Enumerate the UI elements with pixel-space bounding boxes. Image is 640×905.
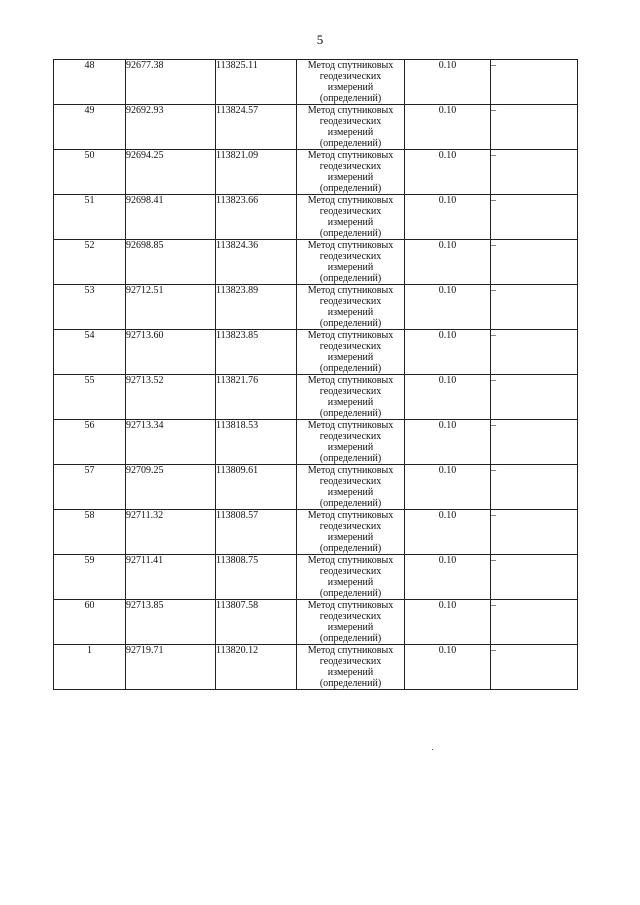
point-number-cell: 56 xyxy=(54,420,126,465)
accuracy-cell: 0.10 xyxy=(405,645,491,690)
method-text-line: геодезических xyxy=(319,206,382,217)
method-text-line: (определений) xyxy=(319,273,382,284)
accuracy-cell: 0.10 xyxy=(405,330,491,375)
accuracy-cell: 0.10 xyxy=(405,195,491,240)
point-number-cell: 53 xyxy=(54,285,126,330)
note-cell: – xyxy=(491,150,578,195)
method-text-line: измерений xyxy=(327,82,374,93)
method-text-line: (определений) xyxy=(319,453,382,464)
method-text-line: Метод спутниковых xyxy=(307,465,394,476)
scan-speck xyxy=(432,749,433,750)
coordinates-table xyxy=(53,59,578,690)
y-coordinate-cell: 113823.85 xyxy=(216,330,297,375)
y-coordinate-cell: 113808.75 xyxy=(216,555,297,600)
x-coordinate-cell: 92698.85 xyxy=(126,240,216,285)
method-cell xyxy=(297,420,405,465)
y-coordinate-cell: 113824.57 xyxy=(216,105,297,150)
note-cell: – xyxy=(491,105,578,150)
note-cell: – xyxy=(491,195,578,240)
method-cell xyxy=(297,240,405,285)
table-row xyxy=(54,60,578,105)
method-text-line: (определений) xyxy=(319,363,382,374)
note-cell: – xyxy=(491,555,578,600)
note-cell: – xyxy=(491,420,578,465)
accuracy-cell: 0.10 xyxy=(405,420,491,465)
x-coordinate-cell: 92712.51 xyxy=(126,285,216,330)
accuracy-cell: 0.10 xyxy=(405,555,491,600)
method-text-line: (определений) xyxy=(319,408,382,419)
point-number-cell: 52 xyxy=(54,240,126,285)
point-number-cell: 58 xyxy=(54,510,126,555)
x-coordinate-cell: 92713.52 xyxy=(126,375,216,420)
method-cell xyxy=(297,150,405,195)
method-text-line: Метод спутниковых xyxy=(307,555,394,566)
x-coordinate-cell: 92711.32 xyxy=(126,510,216,555)
method-text-line: Метод спутниковых xyxy=(307,330,394,341)
method-text-line: Метод спутниковых xyxy=(307,285,394,296)
table-row xyxy=(54,195,578,240)
method-text-line: (определений) xyxy=(319,498,382,509)
point-number-cell: 54 xyxy=(54,330,126,375)
y-coordinate-cell: 113820.12 xyxy=(216,645,297,690)
method-cell xyxy=(297,510,405,555)
point-number-cell: 48 xyxy=(54,60,126,105)
x-coordinate-cell: 92713.34 xyxy=(126,420,216,465)
method-text-line: (определений) xyxy=(319,678,382,689)
method-text-line: Метод спутниковых xyxy=(307,600,394,611)
method-text-line: Метод спутниковых xyxy=(307,240,394,251)
table-row xyxy=(54,105,578,150)
x-coordinate-cell: 92698.41 xyxy=(126,195,216,240)
method-text-line: измерений xyxy=(327,442,374,453)
method-cell xyxy=(297,105,405,150)
x-coordinate-cell: 92692.93 xyxy=(126,105,216,150)
table-row xyxy=(54,420,578,465)
x-coordinate-cell: 92709.25 xyxy=(126,465,216,510)
method-text-line: геодезических xyxy=(319,296,382,307)
method-text-line: измерений xyxy=(327,217,374,228)
note-cell: – xyxy=(491,285,578,330)
method-text-line: (определений) xyxy=(319,318,382,329)
method-text-line: измерений xyxy=(327,262,374,273)
table-row xyxy=(54,285,578,330)
method-cell xyxy=(297,600,405,645)
x-coordinate-cell: 92677.38 xyxy=(126,60,216,105)
y-coordinate-cell: 113807.58 xyxy=(216,600,297,645)
method-text-line: измерений xyxy=(327,622,374,633)
method-text-line: (определений) xyxy=(319,228,382,239)
method-text-line: Метод спутниковых xyxy=(307,195,394,206)
method-text-line: измерений xyxy=(327,532,374,543)
point-number-cell: 60 xyxy=(54,600,126,645)
method-text-line: измерений xyxy=(327,127,374,138)
x-coordinate-cell: 92711.41 xyxy=(126,555,216,600)
accuracy-cell: 0.10 xyxy=(405,465,491,510)
method-text-line: (определений) xyxy=(319,543,382,554)
page-number: 5 xyxy=(316,32,324,47)
method-text-line: геодезических xyxy=(319,341,382,352)
method-cell xyxy=(297,555,405,600)
method-cell xyxy=(297,195,405,240)
method-text-line: Метод спутниковых xyxy=(307,105,394,116)
y-coordinate-cell: 113809.61 xyxy=(216,465,297,510)
x-coordinate-cell: 92713.85 xyxy=(126,600,216,645)
method-text-line: геодезических xyxy=(319,431,382,442)
x-coordinate-cell: 92719.71 xyxy=(126,645,216,690)
y-coordinate-cell: 113825.11 xyxy=(216,60,297,105)
method-cell xyxy=(297,60,405,105)
method-text-line: измерений xyxy=(327,397,374,408)
method-text-line: Метод спутниковых xyxy=(307,645,394,656)
method-text-line: геодезических xyxy=(319,386,382,397)
method-text-line: геодезических xyxy=(319,161,382,172)
y-coordinate-cell: 113818.53 xyxy=(216,420,297,465)
y-coordinate-cell: 113808.57 xyxy=(216,510,297,555)
note-cell: – xyxy=(491,60,578,105)
accuracy-cell: 0.10 xyxy=(405,60,491,105)
point-number-cell: 49 xyxy=(54,105,126,150)
method-cell xyxy=(297,645,405,690)
method-cell xyxy=(297,330,405,375)
method-text-line: измерений xyxy=(327,352,374,363)
method-cell xyxy=(297,465,405,510)
method-text-line: Метод спутниковых xyxy=(307,510,394,521)
y-coordinate-cell: 113821.76 xyxy=(216,375,297,420)
method-text-line: (определений) xyxy=(319,183,382,194)
point-number-cell: 1 xyxy=(54,645,126,690)
point-number-cell: 57 xyxy=(54,465,126,510)
note-cell: – xyxy=(491,600,578,645)
note-cell: – xyxy=(491,510,578,555)
accuracy-cell: 0.10 xyxy=(405,600,491,645)
note-cell: – xyxy=(491,645,578,690)
method-cell xyxy=(297,375,405,420)
y-coordinate-cell: 113821.09 xyxy=(216,150,297,195)
note-cell: – xyxy=(491,465,578,510)
method-text-line: измерений xyxy=(327,667,374,678)
x-coordinate-cell: 92713.60 xyxy=(126,330,216,375)
accuracy-cell: 0.10 xyxy=(405,510,491,555)
table-row xyxy=(54,510,578,555)
method-text-line: геодезических xyxy=(319,476,382,487)
note-cell: – xyxy=(491,240,578,285)
table-row xyxy=(54,240,578,285)
table-row xyxy=(54,555,578,600)
table-row xyxy=(54,600,578,645)
y-coordinate-cell: 113823.66 xyxy=(216,195,297,240)
accuracy-cell: 0.10 xyxy=(405,105,491,150)
point-number-cell: 51 xyxy=(54,195,126,240)
table-row xyxy=(54,375,578,420)
method-text-line: (определений) xyxy=(319,588,382,599)
accuracy-cell: 0.10 xyxy=(405,285,491,330)
method-cell xyxy=(297,285,405,330)
method-text-line: геодезических xyxy=(319,611,382,622)
method-text-line: измерений xyxy=(327,487,374,498)
method-text-line: (определений) xyxy=(319,93,382,104)
note-cell: – xyxy=(491,375,578,420)
table-body xyxy=(54,60,578,690)
y-coordinate-cell: 113824.36 xyxy=(216,240,297,285)
accuracy-cell: 0.10 xyxy=(405,375,491,420)
note-cell: – xyxy=(491,330,578,375)
point-number-cell: 55 xyxy=(54,375,126,420)
y-coordinate-cell: 113823.89 xyxy=(216,285,297,330)
table-row xyxy=(54,465,578,510)
method-text-line: геодезических xyxy=(319,566,382,577)
method-text-line: геодезических xyxy=(319,251,382,262)
table-row xyxy=(54,150,578,195)
table-row xyxy=(54,645,578,690)
method-text-line: измерений xyxy=(327,307,374,318)
accuracy-cell: 0.10 xyxy=(405,150,491,195)
method-text-line: измерений xyxy=(327,577,374,588)
x-coordinate-cell: 92694.25 xyxy=(126,150,216,195)
method-text-line: (определений) xyxy=(319,633,382,644)
method-text-line: геодезических xyxy=(319,116,382,127)
method-text-line: Метод спутниковых xyxy=(307,150,394,161)
point-number-cell: 50 xyxy=(54,150,126,195)
method-text-line: Метод спутниковых xyxy=(307,60,394,71)
accuracy-cell: 0.10 xyxy=(405,240,491,285)
method-text-line: геодезических xyxy=(319,656,382,667)
table-row xyxy=(54,330,578,375)
method-text-line: измерений xyxy=(327,172,374,183)
method-text-line: Метод спутниковых xyxy=(307,420,394,431)
method-text-line: Метод спутниковых xyxy=(307,375,394,386)
method-text-line: геодезических xyxy=(319,521,382,532)
method-text-line: геодезических xyxy=(319,71,382,82)
point-number-cell: 59 xyxy=(54,555,126,600)
method-text-line: (определений) xyxy=(319,138,382,149)
